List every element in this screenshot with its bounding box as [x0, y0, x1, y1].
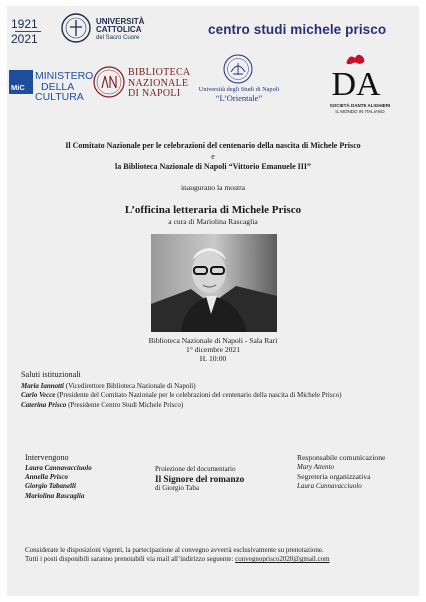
bnn-line-3: DI NAPOLI	[128, 88, 181, 99]
orientale-seal-icon	[223, 54, 253, 84]
saluti-heading: Saluti istituzionali	[21, 370, 81, 379]
poster	[7, 6, 419, 596]
dante-mark: DA	[331, 66, 381, 103]
orientale-name	[190, 86, 288, 102]
bnn-line-2: NAZIONALE	[128, 77, 189, 89]
saluti-list	[21, 382, 417, 410]
speaker-name: Mariolina Rascaglia	[25, 491, 85, 500]
university-name	[96, 18, 144, 42]
dante-alighieri-logo-icon	[325, 53, 387, 103]
documentary-intro: Proiezione del documentario	[155, 465, 236, 473]
intervengono-list	[25, 464, 92, 501]
inaugurate-text: inaugurano la mostra	[180, 183, 246, 192]
saluti-person-name: Caterina Prisco	[21, 400, 67, 409]
year-end: 2021	[11, 32, 38, 46]
saluti-person-name: Maria Iannotti	[21, 382, 64, 390]
event-time: H. 10:00	[199, 354, 227, 363]
ministry-mark: MiC	[11, 83, 25, 92]
event-date: 1° dicembre 2021	[185, 345, 241, 354]
mic-icon	[9, 70, 33, 94]
year-start: 1921	[11, 17, 38, 31]
event-venue: Biblioteca Nazionale di Napoli - Sala Rari	[148, 336, 278, 345]
saluti-person-name: Carlo Vecce	[21, 391, 56, 400]
speaker-name: Laura Cannavacciuolo	[25, 464, 92, 472]
bnn-monogram-icon	[93, 66, 125, 98]
footer-note	[25, 546, 417, 565]
footer-line-2-text: Tutti i posti disponibili saranno prenotabili via mail all’indirizzo seguente:	[25, 555, 236, 564]
ministry-line-2: DELLA	[41, 80, 75, 93]
segreteria-heading: Segreteria organizzativa	[297, 472, 371, 482]
documentary-block	[155, 465, 244, 493]
university-seal-icon	[61, 13, 91, 43]
centenary-logo	[11, 18, 41, 45]
comunicazione-name: Mary Attento	[297, 462, 335, 471]
saluti-person-role: (Presidente Centro Studi Michele Prisco)	[68, 400, 184, 409]
university-sub: del Sacro Cuore	[96, 35, 140, 41]
university-name-1: UNIVERSITÀ	[96, 17, 145, 26]
speaker-name: Annella Prisco	[25, 473, 68, 482]
documentary-title: Il Signore del romanzo	[155, 474, 245, 484]
saluti-person	[21, 401, 417, 410]
intro-conj: e	[211, 152, 215, 161]
documentary-author: di Giorgio Taba	[155, 484, 199, 492]
saluti-person-role: (Vicedirettore Biblioteca Nazionale di Napoli)	[65, 382, 196, 390]
saluti-person-role: (Presidente del Comitato Nazionale per le celebrazioni del centenario della nascita di Michele Prisco)	[57, 391, 342, 400]
dante-caption	[323, 103, 397, 114]
saluti-person	[21, 382, 417, 391]
orientale-title: “L’Orientale”	[215, 93, 263, 103]
speaker-name: Giorgio Tabanelli	[25, 482, 76, 491]
comunicazione-heading: Responsabile comunicazione	[297, 453, 386, 462]
dante-motto: IL MONDO IN ITALIANO	[335, 108, 385, 114]
saluti-person	[21, 391, 417, 400]
comunicazione-block	[297, 453, 385, 491]
bnn-line-1: BIBLIOTECA	[128, 67, 191, 78]
dante-name: SOCIETÀ DANTE ALIGHIERI	[329, 103, 391, 108]
exhibition-curator: a cura di Mariolina Rascaglia	[168, 217, 258, 226]
email-link[interactable]: convegnoprisco2020@gmail.com	[235, 555, 330, 564]
ministry-line-1: MINISTERO	[35, 70, 94, 82]
exhibition-title: L’officina letteraria di Michele Prisco	[124, 204, 302, 216]
michele-prisco-photo	[151, 234, 277, 332]
university-name-2: CATTOLICA	[96, 25, 142, 34]
intro-line-2: la Biblioteca Nazionale di Napoli “Vittorio Emanuele III”	[115, 162, 311, 171]
bnn-name	[128, 68, 190, 100]
ministry-line-3: CULTURA	[35, 91, 84, 103]
centro-studi-title: centro studi michele prisco	[208, 22, 387, 37]
intervengono-heading: Intervengono	[25, 453, 69, 462]
segreteria-name: Laura Cannavacciuolo	[297, 481, 362, 490]
footer-line-2	[25, 555, 417, 564]
footer-line-1: Considerate le disposizioni vigenti, la partecipazione al convegno avverrà esclusivamente su prenotazione.	[25, 546, 324, 554]
orientale-line: Università degli Studi di Napoli	[198, 86, 280, 93]
intro-line-1: Il Comitato Nazionale per le celebrazioni del centenario della nascita di Michele Prisco	[65, 141, 361, 150]
